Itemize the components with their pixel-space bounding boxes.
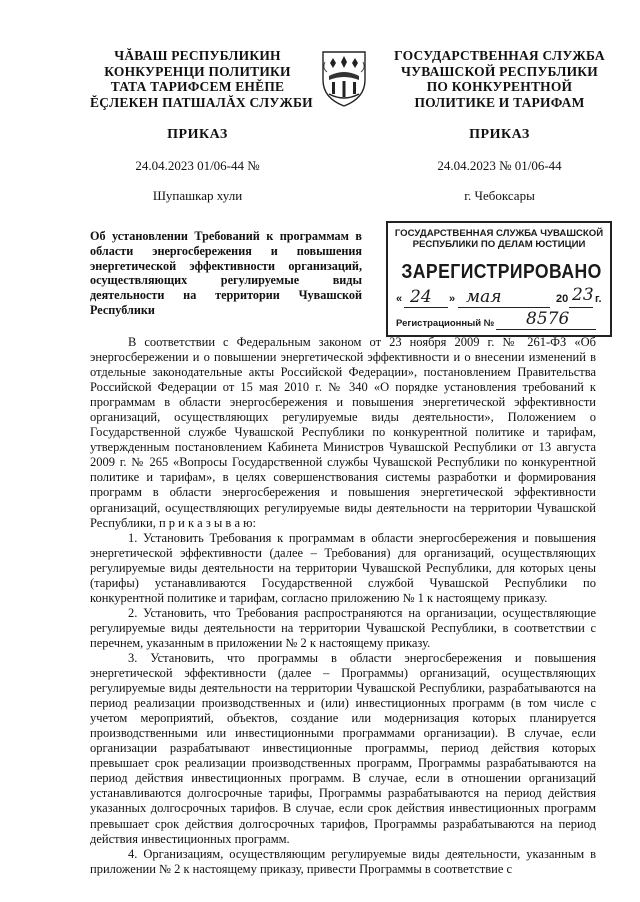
stamp-year-underline [569,307,593,308]
stamp-year-unit: г. [595,293,602,305]
header-right-line: ГОСУДАРСТВЕННАЯ СЛУЖБА [394,48,605,63]
stamp-day: 24 [410,287,432,307]
header-right-organization [392,48,607,110]
stamp-org-line: РЕСПУБЛИКИ ПО ДЕЛАМ ЮСТИЦИИ [412,239,586,250]
header-right-line: ПОЛИТИКЕ И ТАРИФАМ [414,94,585,110]
stamp-month-underline [458,307,550,308]
header-right-line: ЧУВАШСКОЙ РЕСПУБЛИКИ [401,63,598,79]
header-right-line: ПО КОНКУРЕНТНОЙ [426,79,573,94]
header-left-line: ЧĂВАШ РЕСПУБЛИКИН [114,48,281,63]
stamp-quote-close: » [449,293,456,305]
header-left-organization [90,48,313,110]
city-right: г. Чебоксары [464,188,535,203]
stamp-reg-label: Регистрационный № [396,318,495,329]
order-subject: Об установлении Требований к программам в области энергосбережения и повышения энергетической эффективности организаций, осуществляющих регулируемые виды деятельности на территории Чувашской Республики [90,229,362,317]
header-left-line: ĔÇЛЕКЕН ПАТШАЛĂХ СЛУЖБИ [90,94,313,110]
registration-stamp [386,221,612,337]
stamp-reg-number: 8576 [526,309,570,329]
stamp-registered-label: ЗАРЕГИСТРИРОВАНО [401,261,602,283]
stamp-org-line: ГОСУДАРСТВЕННАЯ СЛУЖБА ЧУВАШСКОЙ [394,228,604,239]
body-paragraph: В соответствии с Федеральным законом от 23 ноября 2009 г. № 261-ФЗ «Об энергосбережении и о повышении энергетической эффективности и о внесении изменений в отдельные законодательные акты Российской Федерации», постановлением Правительства Российской Федерации от 15 мая 2010 г. № 340 «О порядке установления требований к программам в области энергосбережения и повышения энергетической эффективности организаций, осуществляющих регулируемые виды деятельности», Положением о Государственной службе Чувашской Республики по конкурентной политике и тарифам, утвержденным постановлением Кабинета Министров Чувашской Республики от 13 августа 2009 г. № 265 «Вопросы Государственной службы Чувашской Республики по конкурентной политике и тарифам», в целях совершенствования системы разработки и формирования программ в области энергосбережения и повышения энергетической эффективности организаций, осуществляющих регулируемые виды деятельности на территории Чувашской Республики, п р и к а з ы в а ю: [90,335,596,530]
header-left-line: КОНКУРЕНЦИ ПОЛИТИКИ [104,63,291,79]
stamp-quote-open: « [396,293,403,305]
body-paragraph: 4. Организациям, осуществляющим регулируемые виды деятельности, указанным в приложении № 2 к настоящему приказу, привести Программы в соответствие с [90,846,596,876]
body-paragraph: 2. Установить, что Требования распространяются на организации, осуществляющие регулируемые виды деятельности на территории Чувашской Республики, в соответствии с перечнем, указанным в приложении № 2 к настоящему приказу. [90,605,596,650]
stamp-month: мая [466,287,502,307]
order-number-right: 24.04.2023 № 01/06-44 [437,158,562,173]
stamp-year-suffix: 23 [572,285,594,305]
body-paragraph: 3. Установить, что программы в области энергосбережения и повышения энергетической эффективности (далее – Программы) организаций, осуществляющих регулируемые виды деятельности на территории Чувашской Республики, разрабатываются на период реализации производственных и (или) инвестиционных программ (в том числе с учетом мероприятий, объектов, создание или модернизация которых планируется производственными или инвестиционными программами организации). В случае, если организации разрабатывают инвестиционные программы, период действия которых превышает срок реализации производственных программ, Программы разрабатываются на период действия инвестиционных программ. В случае, если в отношении организаций устанавливаются долгосрочные тарифы, Программы разрабатываются на период действия указанных долгосрочных тарифов. В случае, если срок действия инвестиционных программ превышает срок действия долгосрочных тарифов, Программы разрабатываются на период действия инвестиционных программ. [90,650,596,846]
city-left: Шупашкар хули [152,188,243,203]
order-body [90,335,596,877]
stamp-date [396,285,604,311]
order-title-left: ПРИКАЗ [167,127,228,142]
order-number-left: 24.04.2023 01/06-44 № [135,158,260,173]
body-paragraph: 1. Установить Требования к программам в области энергосбережения и повышения энергетической эффективности (далее – Требования) для организаций, осуществляющих регулируемые виды деятельности на территории Чувашской Республики, для которых цены (тарифы) устанавливаются Государственной службой Чувашской Республики по конкурентной политике и тарифам, согласно приложению № 1 к настоящему приказу. [90,530,596,605]
stamp-reg-underline [496,329,596,330]
stamp-day-underline [404,307,448,308]
stamp-organization [388,228,610,250]
order-title-right: ПРИКАЗ [469,127,530,142]
header-left-line: ТАТА ТАРИФСЕМ ЕНĚПЕ [110,79,285,94]
chuvash-emblem-icon [319,46,369,108]
stamp-year-prefix: 20 [556,293,569,305]
